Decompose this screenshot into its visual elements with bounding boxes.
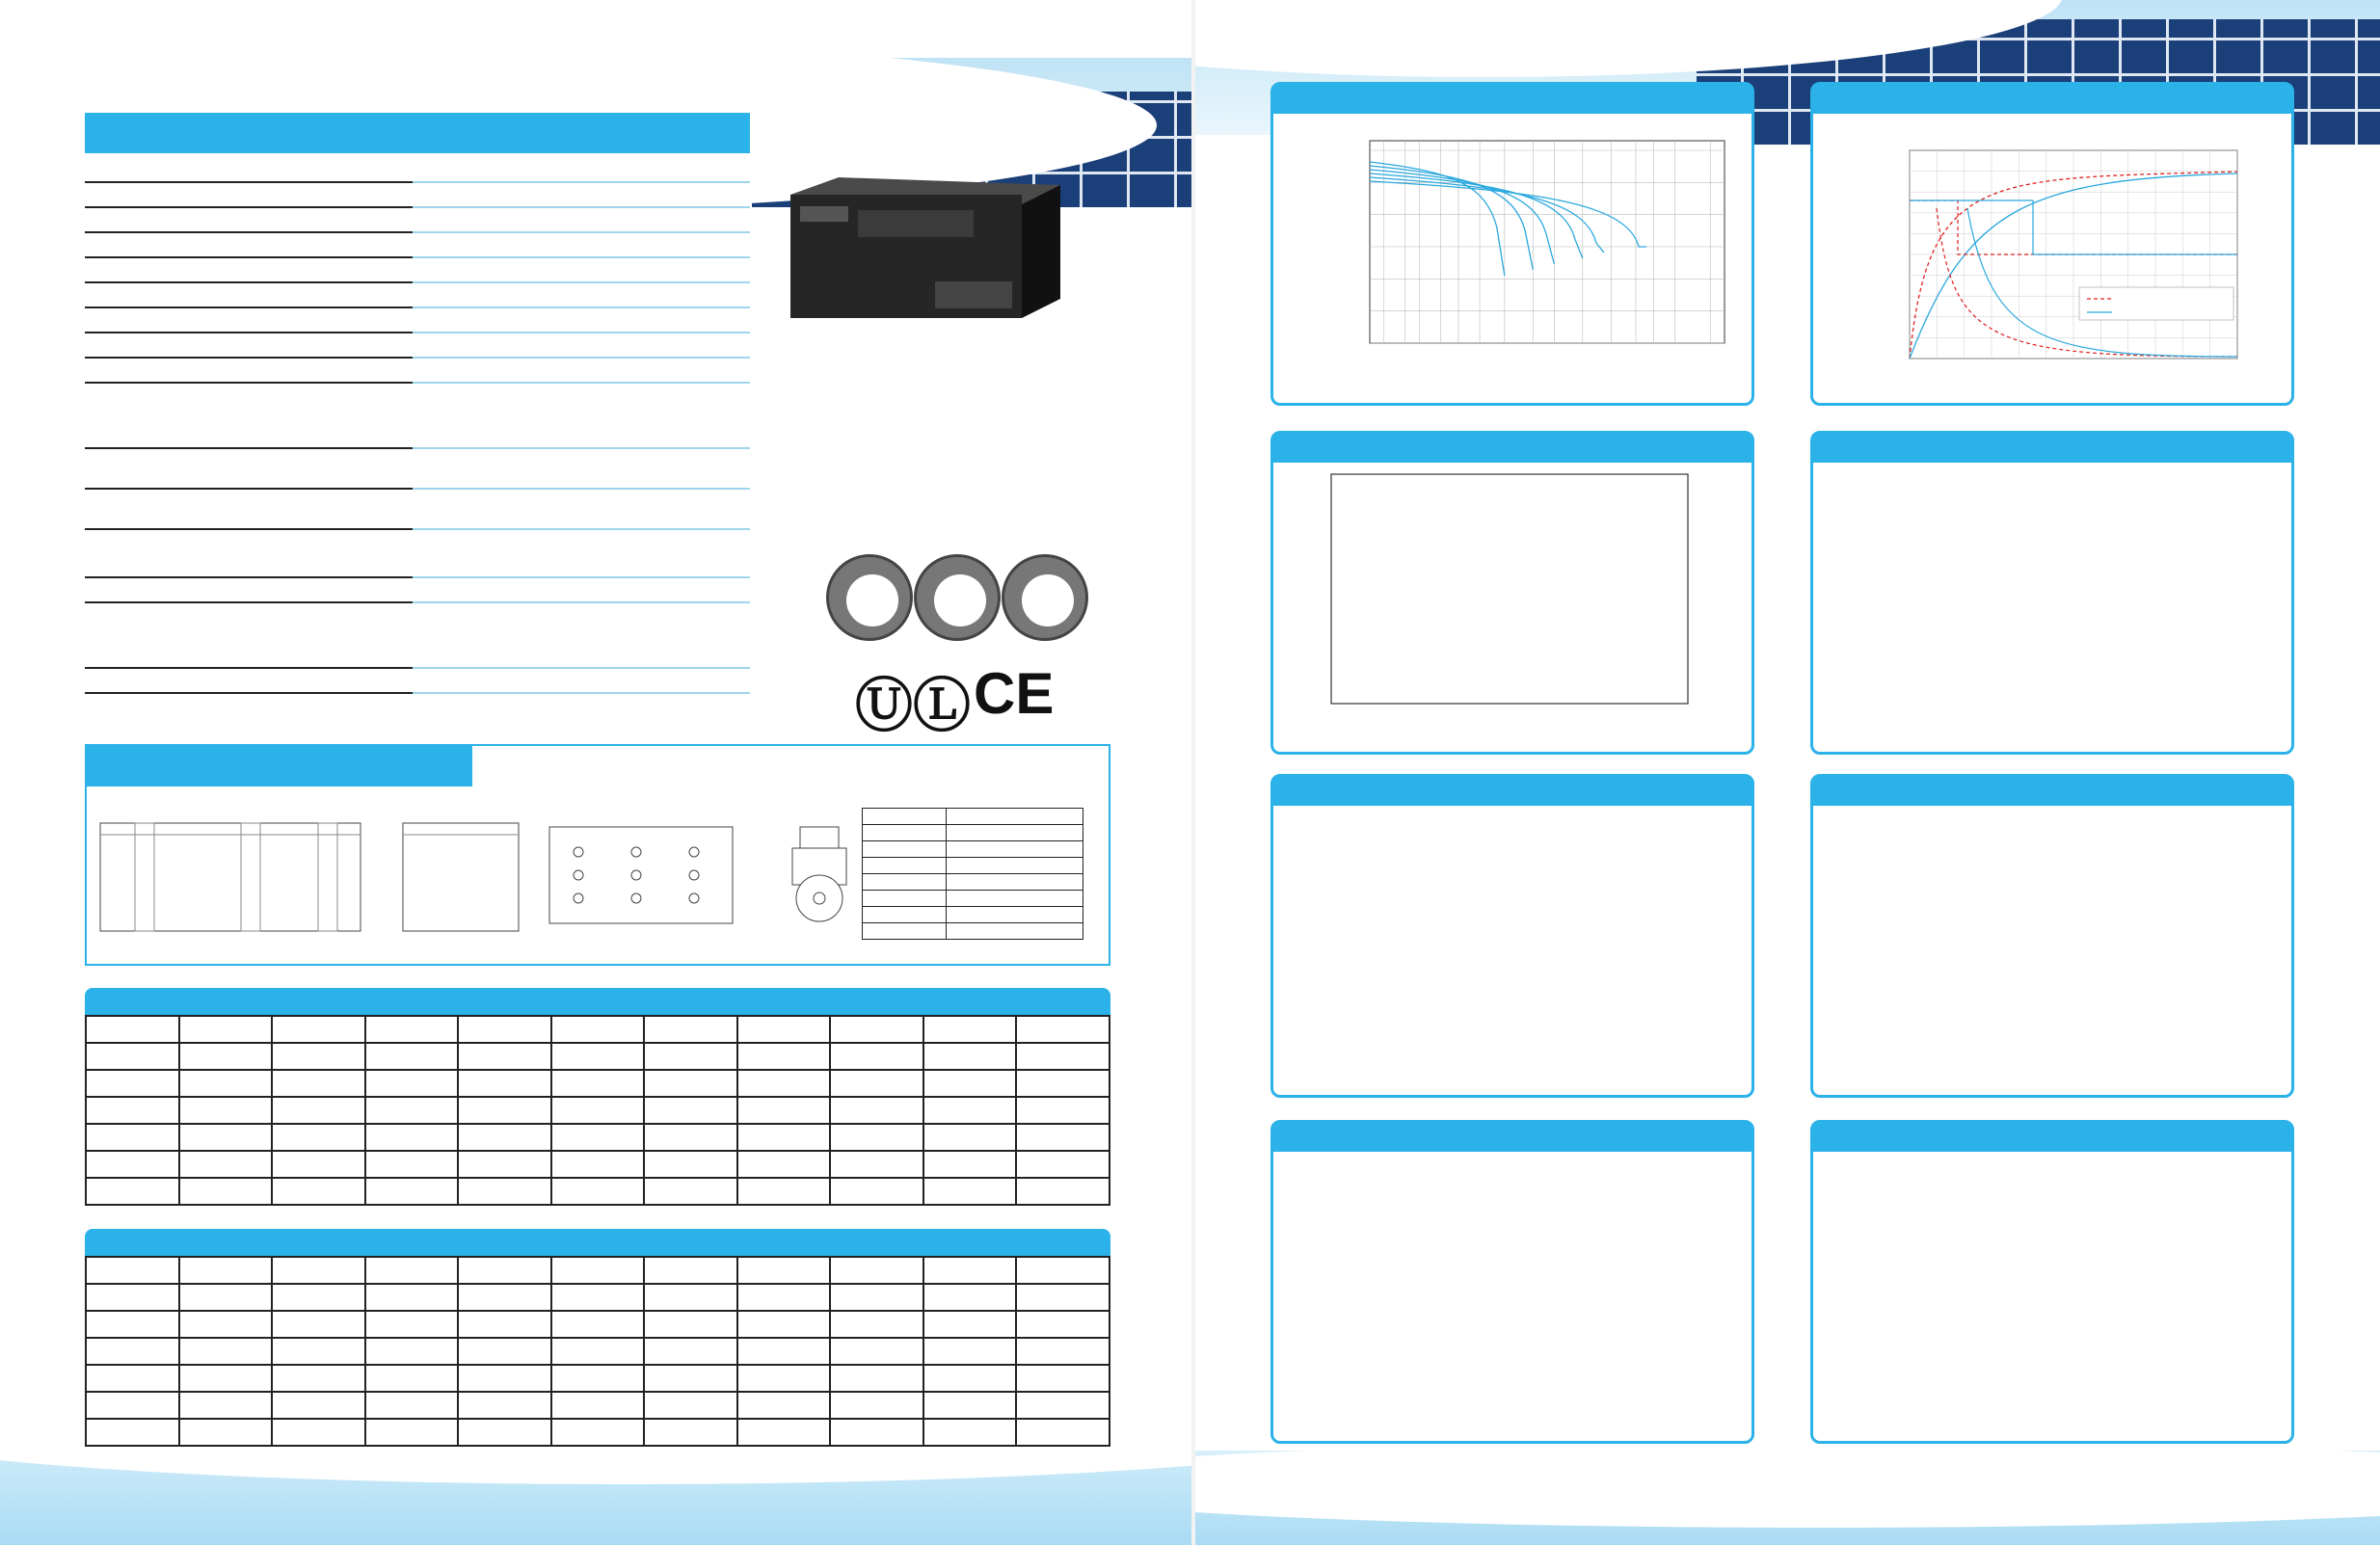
table-cell [458,1311,551,1338]
dimension-cell [947,825,1083,841]
charge-chart [1813,114,2291,403]
table-cell [830,1284,923,1311]
spec-value [413,489,750,529]
spec-value [413,157,750,182]
column-header [1016,1257,1110,1284]
table-cell [737,1124,831,1151]
table-cell [737,1178,831,1205]
table-cell [644,1124,737,1151]
dimensions-heading [87,746,472,786]
dimension-drawings [96,813,868,948]
table-cell [1016,1284,1110,1311]
table-cell [179,1124,273,1151]
table-cell [551,1043,645,1070]
table-cell [830,1338,923,1365]
column-header [737,1016,831,1043]
plot-frame [1331,474,1688,704]
table-cell [86,1151,179,1178]
table-cell [923,1124,1017,1151]
table-cell [830,1124,923,1151]
voltage-temperature-chart-panel [1810,431,2294,755]
table-cell [737,1338,831,1365]
cycle-life-chart [1273,463,1752,752]
table-cell [458,1284,551,1311]
chart-title [1273,777,1752,806]
table-cell [737,1043,831,1070]
discharge-chart-panel [1270,82,1754,406]
dimension-cell [947,874,1083,891]
table-cell [179,1178,273,1205]
table-cell [458,1338,551,1365]
spec-key [85,182,413,207]
table-cell [179,1070,273,1097]
column-header [272,1016,365,1043]
table-cell [365,1124,459,1151]
table-cell [458,1392,551,1419]
spec-key [85,489,413,529]
table-cell [179,1097,273,1124]
ocv-chart [1813,1152,2291,1441]
battery-photo [781,175,1060,320]
cc-table-title [85,988,1110,1017]
table-cell [923,1178,1017,1205]
spec-key [85,282,413,307]
life-chart-panel [1270,1120,1754,1444]
table-cell [551,1070,645,1097]
table-cell [272,1284,365,1311]
chart-title [1273,1123,1752,1152]
spec-row [85,383,750,448]
table-row [86,1151,1110,1178]
table-cell [923,1365,1017,1392]
table-cell [923,1419,1017,1446]
table-cell [86,1338,179,1365]
table-cell [365,1151,459,1178]
table-cell [179,1043,273,1070]
table-row [86,1097,1110,1124]
table-cell [644,1070,737,1097]
spec-value [413,333,750,358]
chart-title [1273,85,1752,114]
dimension-cell [863,825,947,841]
table-cell [737,1365,831,1392]
table-cell [1016,1070,1110,1097]
dimension-row [863,858,1083,874]
constant-current-table [85,1015,1110,1206]
spec-value [413,232,750,257]
table-cell [551,1284,645,1311]
column-header [737,1257,831,1284]
temperature-capacity-chart [1273,806,1752,1095]
table-cell [923,1151,1017,1178]
table-cell [737,1151,831,1178]
spec-row [85,577,750,602]
table-row [86,1311,1110,1338]
table-cell [737,1392,831,1419]
dimension-row [863,841,1083,858]
table-cell [830,1043,923,1070]
table-cell [923,1338,1017,1365]
table-cell [551,1365,645,1392]
dimension-cell [947,841,1083,858]
table-cell [458,1178,551,1205]
column-header [272,1257,365,1284]
table-cell [1016,1043,1110,1070]
dimension-cell [947,907,1083,923]
spec-key [85,257,413,282]
voltage-temperature-chart [1813,463,2291,752]
table-cell [1016,1419,1110,1446]
spec-row [85,207,750,232]
table-cell [86,1392,179,1419]
table-cell [737,1284,831,1311]
chart-title [1813,85,2291,114]
table-cell [86,1124,179,1151]
spec-value [413,307,750,333]
table-cell [458,1365,551,1392]
table-cell [179,1365,273,1392]
table-cell [923,1097,1017,1124]
column-header [644,1257,737,1284]
spec-value [413,282,750,307]
spec-row [85,333,750,358]
table-cell [86,1365,179,1392]
spec-key [85,668,413,693]
table-cell [86,1311,179,1338]
spec-row [85,182,750,207]
table-cell [1016,1311,1110,1338]
spec-key [85,307,413,333]
dimension-cell [863,858,947,874]
spec-key [85,448,413,489]
chart-title [1813,777,2291,806]
iqnet-iso14001-seal [914,554,1001,641]
spec-key [85,232,413,257]
table-cell [86,1070,179,1097]
table-cell [1016,1365,1110,1392]
dimension-cell [947,923,1083,940]
table-cell [272,1419,365,1446]
decorative-swoosh [1195,1441,2380,1528]
table-cell [644,1043,737,1070]
table-cell [272,1311,365,1338]
column-header [830,1257,923,1284]
dimension-cell [863,809,947,825]
spec-key [85,207,413,232]
dimension-cell [863,891,947,907]
cp-table-title [85,1229,1110,1258]
column-header [551,1257,645,1284]
table-cell [86,1284,179,1311]
spec-key [85,358,413,383]
table-cell [737,1097,831,1124]
table-cell [1016,1338,1110,1365]
constant-power-table [85,1256,1110,1447]
table-row [86,1178,1110,1205]
table-cell [86,1043,179,1070]
spec-value [413,448,750,489]
table-cell [272,1097,365,1124]
dimension-cell [863,874,947,891]
table-cell [1016,1178,1110,1205]
table-cell [458,1419,551,1446]
iqnet-iso9001-seal [826,554,913,641]
column-header [365,1257,459,1284]
storage-chart-panel [1810,774,2294,1098]
dimension-row [863,825,1083,841]
dimension-row [863,923,1083,940]
table-cell [551,1124,645,1151]
table-cell [272,1178,365,1205]
table-cell [830,1311,923,1338]
table-cell [179,1338,273,1365]
column-header [1016,1016,1110,1043]
spec-row [85,307,750,333]
table-cell [365,1311,459,1338]
table-cell [86,1178,179,1205]
table-cell [179,1284,273,1311]
dimension-cell [947,891,1083,907]
table-cell [179,1419,273,1446]
spec-value [413,668,750,693]
spec-key [85,383,413,448]
table-cell [458,1124,551,1151]
legend-box [2079,287,2233,320]
table-cell [272,1151,365,1178]
dimension-cell [863,907,947,923]
table-row [86,1365,1110,1392]
table-cell [923,1043,1017,1070]
table-cell [1016,1392,1110,1419]
table-cell [365,1338,459,1365]
table-cell [644,1284,737,1311]
column-header [86,1016,179,1043]
dimensions-table [862,808,1083,940]
column-header [365,1016,459,1043]
table-cell [830,1365,923,1392]
table-cell [272,1124,365,1151]
table-cell [551,1097,645,1124]
table-cell [458,1043,551,1070]
table-cell [644,1365,737,1392]
spec-heading [85,113,750,153]
table-cell [86,1097,179,1124]
spec-value [413,577,750,602]
table-cell [923,1311,1017,1338]
dimension-cell [863,841,947,858]
column-header [644,1016,737,1043]
table-cell [272,1365,365,1392]
table-row [86,1284,1110,1311]
spec-value [413,383,750,448]
table-cell [830,1151,923,1178]
table-cell [365,1070,459,1097]
spec-row [85,489,750,529]
table-cell [923,1392,1017,1419]
table-cell [365,1392,459,1419]
spec-value [413,358,750,383]
table-cell [551,1419,645,1446]
table-cell [365,1365,459,1392]
spec-row [85,529,750,577]
table-cell [644,1392,737,1419]
dimension-cell [947,858,1083,874]
spec-key [85,577,413,602]
temperature-capacity-chart-panel [1270,774,1754,1098]
table-header-row [86,1016,1110,1043]
table-row [86,1419,1110,1446]
table-cell [830,1178,923,1205]
spec-row [85,257,750,282]
spec-row [85,157,750,182]
table-cell [1016,1124,1110,1151]
column-header [179,1016,273,1043]
ce-mark-icon: CE [974,661,1055,726]
spec-row [85,602,750,668]
table-row [86,1124,1110,1151]
table-cell [551,1178,645,1205]
spec-value [413,182,750,207]
table-cell [830,1070,923,1097]
column-header [458,1016,551,1043]
table-cell [179,1311,273,1338]
table-cell [365,1043,459,1070]
table-cell [179,1151,273,1178]
table-cell [179,1392,273,1419]
discharge-chart [1273,114,1752,403]
table-cell [365,1097,459,1124]
spec-table [85,157,750,694]
spec-row [85,282,750,307]
dimension-row [863,809,1083,825]
table-cell [1016,1097,1110,1124]
spec-row [85,232,750,257]
spec-value [413,529,750,577]
table-cell [551,1311,645,1338]
spec-value [413,257,750,282]
column-header [923,1257,1017,1284]
column-header [458,1257,551,1284]
table-cell [830,1392,923,1419]
chart-title [1813,434,2291,463]
table-cell [458,1070,551,1097]
dimension-row [863,891,1083,907]
spec-key [85,602,413,668]
table-cell [1016,1151,1110,1178]
table-row [86,1070,1110,1097]
column-header [179,1257,273,1284]
dimension-cell [947,809,1083,825]
plot-frame [1370,141,1725,343]
column-header [830,1016,923,1043]
table-cell [923,1070,1017,1097]
spec-row [85,668,750,693]
table-cell [272,1338,365,1365]
column-header [551,1016,645,1043]
dimension-row [863,874,1083,891]
table-cell [644,1097,737,1124]
table-cell [737,1070,831,1097]
spec-value [413,207,750,232]
table-cell [86,1419,179,1446]
charge-chart-panel [1810,82,2294,406]
cycle-life-chart-panel [1270,431,1754,755]
table-cell [644,1178,737,1205]
iqnet-iso45001-seal [1002,554,1088,641]
chart-title [1273,434,1752,463]
table-cell [923,1284,1017,1311]
table-cell [272,1043,365,1070]
ul-mark-icon: ⓊⓁ [855,674,971,738]
spec-key [85,333,413,358]
ocv-chart-panel [1810,1120,2294,1444]
spec-key [85,157,413,182]
table-row [86,1043,1110,1070]
dimension-row [863,907,1083,923]
table-cell [365,1178,459,1205]
dimension-cell [863,923,947,940]
spec-row [85,448,750,489]
table-cell [272,1070,365,1097]
table-row [86,1392,1110,1419]
storage-chart [1813,806,2291,1095]
table-cell [737,1311,831,1338]
table-cell [272,1392,365,1419]
table-cell [365,1284,459,1311]
table-header-row [86,1257,1110,1284]
table-cell [644,1151,737,1178]
life-chart [1273,1152,1752,1441]
table-cell [737,1419,831,1446]
table-cell [458,1151,551,1178]
table-cell [365,1419,459,1446]
spec-row [85,358,750,383]
table-cell [551,1151,645,1178]
table-cell [551,1338,645,1365]
table-cell [644,1419,737,1446]
table-row [86,1338,1110,1365]
table-cell [458,1097,551,1124]
column-header [86,1257,179,1284]
spec-value [413,602,750,668]
table-cell [551,1392,645,1419]
column-header [923,1016,1017,1043]
table-cell [830,1419,923,1446]
spec-key [85,529,413,577]
chart-title [1813,1123,2291,1152]
table-cell [644,1338,737,1365]
table-cell [830,1097,923,1124]
table-cell [644,1311,737,1338]
